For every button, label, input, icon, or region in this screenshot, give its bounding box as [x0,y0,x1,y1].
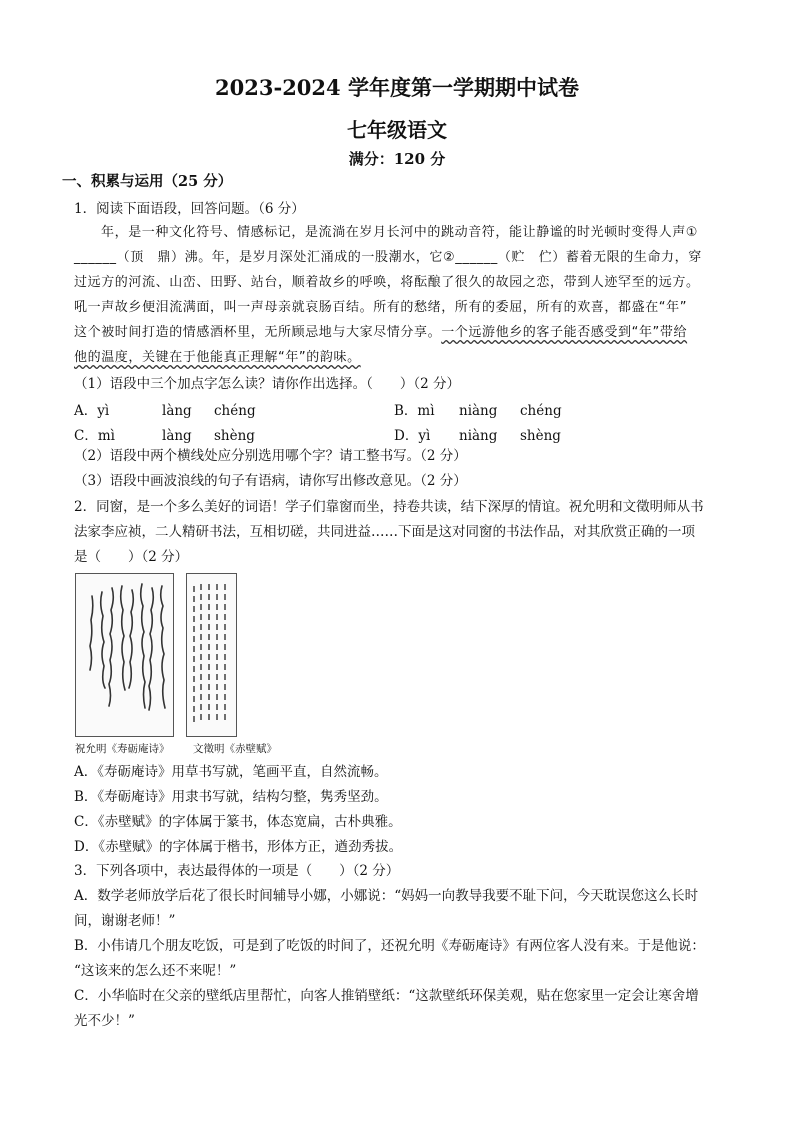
passage-line-2: ______（顶 鼎）沸。年，是岁月深处汇涌成的一股潮水，它②______（贮 伫）蓄着无限的生命力，穿 [74,250,702,265]
option-b-2: niàng [459,403,498,419]
q1-stem: 1．阅读下面语段，回答问题。（6 分） [74,201,305,217]
q1-option-c [74,424,255,444]
passage-text: 这个被时间打造的情感酒杯里，无所顾忌地与大家尽情分享。 [74,325,442,340]
option-c-1: C．mì [74,428,115,444]
passage-line-6 [74,348,361,368]
q1-option-a [74,399,256,419]
option-b-3: chéng [520,403,562,419]
q2-option-a: A．《寿砺庵诗》用草书写就，笔画平直，自然流畅。 [74,764,388,780]
option-c-3: shèng [214,428,255,444]
option-d-1: D．yì [394,428,431,444]
q2-option-b: B．《寿砺庵诗》用隶书写就，结构匀整，隽秀坚劲。 [74,789,388,805]
q2-stem-3: 是（ ）（2 分） [74,549,189,565]
q1-option-d [394,424,561,444]
option-a-3: chéng [214,403,256,419]
caption-2: 文徵明《赤壁赋》 [193,743,277,755]
section-heading: 一、积累与运用（25 分） [62,173,233,190]
option-d-3: shèng [520,428,561,444]
q2-option-d: D．《赤壁赋》的字体属于楷书，形体方正，遒劲秀拔。 [74,839,403,855]
subject-title: 七年级语文 [347,118,447,142]
q3-option-b-2: “这该来的怎么还不来呢！” [74,963,237,979]
wavy-underlined-sentence: 一个远游他乡的客子能否感受到“年”带给 [441,325,688,340]
wavy-underlined-sentence-end: 他的温度，关键在于他能真正理解“年”的韵味。 [74,350,361,365]
passage-line-1: 年，是一种文化符号、情感标记，是流淌在岁月长河中的跳动音符，能让静谧的时光顿时变得人声① [101,225,699,240]
full-score: 满分：120 分 [348,150,446,168]
q2-stem-2: 法家李应祯，二人精研书法，互相切磋，共同进益……下面是这对同窗的书法作品，对其欣赏正确的一项 [74,524,695,540]
q1-sub2: （2）语段中两个横线处应分别选用哪个字？请工整书写。（2 分） [74,448,467,464]
q3-option-c-2: 光不少！” [74,1013,135,1029]
option-a-1: A．yì [74,403,110,419]
q2-option-c: C．《赤壁赋》的字体属于篆书，体态宽扁，古朴典雅。 [74,814,402,830]
caption-1: 祝允明《寿砺庵诗》 [75,743,170,755]
exam-title: 2023-2024 学年度第一学期期中试卷 [215,75,579,100]
passage-line-5 [74,323,687,343]
q3-option-a-1: A．数学老师放学后花了很长时间辅导小娜，小娜说：“妈妈一向教导我要不耻下问，今天耽误您这么长时 [74,888,699,904]
q1-sub3: （3）语段中画波浪线的句子有语病，请你写出修改意见。（2 分） [74,473,467,489]
option-d-2: niàng [459,428,498,444]
q1-option-b [394,399,562,419]
q3-option-a-2: 间，谢谢老师！” [74,913,176,929]
passage-line-4: 吼一声故乡便泪流满面，叫一声母亲就哀肠百结。所有的愁绪，所有的委屈，所有的欢喜，都盛在“年” [74,300,688,315]
option-a-2: làng [162,403,192,419]
calligraphy-image-1 [75,573,174,737]
q3-stem: 3．下列各项中，表达最得体的一项是（ ）（2 分） [74,863,400,879]
q3-option-c-1: C．小华临时在父亲的壁纸店里帮忙，向客人推销壁纸：“这款壁纸环保美观，贴在您家里一定会让寒舍增 [74,988,699,1004]
q1-sub1: （1）语段中三个加点字怎么读？请你作出选择。（ ）（2 分） [74,376,460,392]
option-b-1: B．mì [394,403,435,419]
calligraphy-image-2 [186,573,237,737]
q2-stem-1: 2．同窗，是一个多么美好的词语！学子们靠窗而坐，持卷共读，结下深厚的情谊。祝允明和文徵明师从书 [74,499,704,515]
q3-option-b-1: B．小伟请几个朋友吃饭，可是到了吃饭的时间了，还祝允明《寿砺庵诗》有两位客人没有来。于是他说： [74,938,705,954]
passage-line-3: 过远方的河流、山峦、田野、站台，顺着故乡的呼唤，将酝酿了很久的故园之恋，带到人迹罕至的远方。 [74,275,700,290]
option-c-2: làng [162,428,192,444]
